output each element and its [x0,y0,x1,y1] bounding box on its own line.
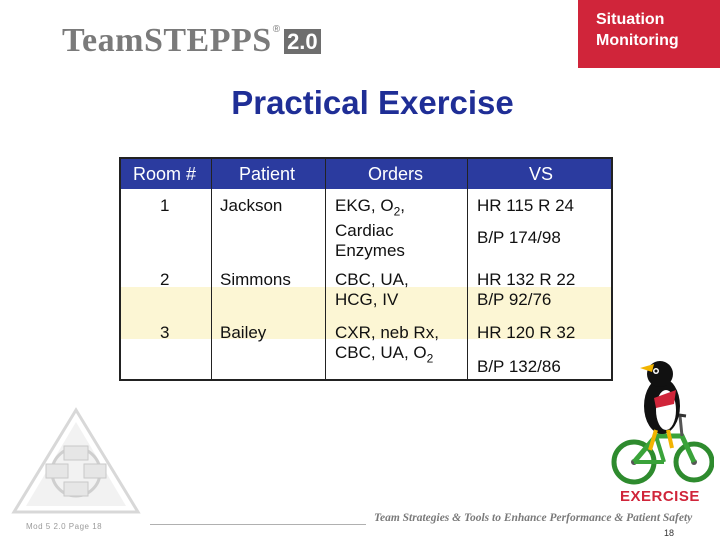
row1-orders-line1 [335,196,405,221]
row1-vs-line2: B/P 174/98 [477,228,561,247]
row1-orders-comma: , [400,196,405,215]
row3-patient: Bailey [220,323,267,342]
teamstepps-logo [62,18,321,58]
row1-vs-line1: HR 115 R 24 [477,196,575,215]
row2-orders [335,270,409,310]
section-badge-line2: Monitoring [596,32,679,49]
header-orders: Orders [368,164,424,184]
row1-patient: Jackson [220,196,283,215]
row1-orders-line3: Enzymes [335,241,405,261]
row2-patient: Simmons [220,270,291,289]
row3-orders-line2-wrap [335,343,439,368]
column-divider [325,159,326,379]
row2-vs [477,270,575,310]
exercise-table [119,157,613,381]
section-badge-line1: Situation [596,11,665,28]
header-patient: Patient [239,164,296,184]
logo-registered-mark: ® [272,24,281,35]
row2-vs-line1: HR 132 R 22 [477,270,576,289]
logo-text: TeamSTEPPS [62,22,272,59]
row1-orders-subscript: 2 [393,204,401,219]
row1-orders-line2: Cardiac [335,221,394,241]
logo-version: 2.0 [284,29,321,54]
teamstepps-triangle-icon [10,406,142,516]
row2-orders-line1: CBC, UA, [335,270,409,289]
header-vs: VS [529,164,554,184]
row3-room: 3 [160,323,170,342]
row3-orders-line2: CBC, UA, O [335,343,427,362]
row1-orders [335,196,405,261]
row1-room: 1 [160,196,170,215]
row3-vs-line1: HR 120 R 32 [477,323,576,342]
row2-vs-line2: B/P 92/76 [477,290,552,309]
column-divider [467,159,468,379]
page-title: Practical Exercise [231,84,514,121]
header-room: Room # [133,164,197,184]
row3-vs-line2: B/P 132/86 [477,357,561,376]
row3-orders-subscript: 2 [426,351,434,366]
row2-orders-line2: HCG, IV [335,290,399,309]
footer-module-text: Mod 5 2.0 Page 18 [26,522,103,531]
row2-room: 2 [160,270,170,289]
row3-orders-line1: CXR, neb Rx, [335,323,439,342]
page-number: 18 [664,528,675,538]
footer-tagline: Team Strategies & Tools to Enhance Performance & Patient Safety [374,512,693,524]
footer-divider [150,524,366,525]
exercise-label: EXERCISE [620,488,700,505]
column-divider [211,159,212,379]
row1-orders-text: EKG, O [335,196,394,215]
penguin-bicycle-icon [610,350,714,490]
row3-orders [335,323,439,368]
section-badge [578,0,720,68]
